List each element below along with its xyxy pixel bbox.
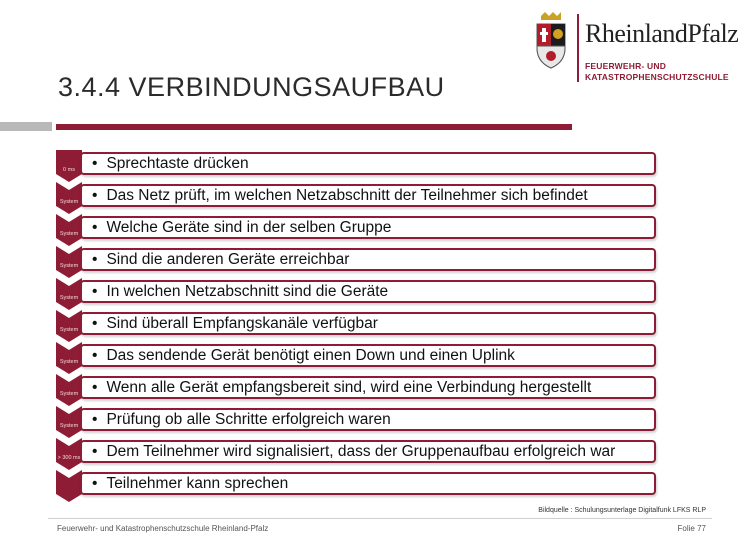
step-box <box>80 472 656 495</box>
step-chevron-marker <box>56 214 82 246</box>
bullet-icon: • <box>92 443 98 460</box>
step-text <box>92 411 391 429</box>
step-text <box>92 283 388 301</box>
bullet-icon: • <box>92 219 98 236</box>
step-list <box>56 150 660 502</box>
step-box <box>80 216 656 239</box>
step-label: In welchen Netzabschnitt sind die Geräte <box>106 283 389 300</box>
institution-logo <box>533 10 738 82</box>
step-timing-label: 0 ms <box>63 167 75 173</box>
step-label: Dem Teilnehmer wird signalisiert, dass der Gruppenaufbau erfolgreich war <box>106 443 616 460</box>
logo-subtitle-line2: KATASTROPHENSCHUTZSCHULE <box>585 72 729 82</box>
step-row <box>56 182 660 214</box>
step-label: Sind überall Empfangskanäle verfügbar <box>106 315 378 332</box>
footer-institution: Feuerwehr- und Katastrophenschutzschule Rheinland-Pfalz <box>57 524 269 533</box>
bullet-icon: • <box>92 155 98 172</box>
step-row <box>56 310 660 342</box>
step-timing-label: System <box>59 359 79 365</box>
bullet-icon: • <box>92 283 98 300</box>
bullet-icon: • <box>92 347 98 364</box>
step-row <box>56 374 660 406</box>
step-timing-label: System <box>59 423 79 429</box>
step-text <box>92 443 615 461</box>
step-row <box>56 438 660 470</box>
step-timing-label: System <box>59 263 79 269</box>
step-row <box>56 150 660 182</box>
slide-title: 3.4.4 VERBINDUNGSAUFBAU <box>58 72 445 102</box>
step-label: Sprechtaste drücken <box>106 155 249 172</box>
logo-wordmark: RheinlandPfalz <box>585 19 738 48</box>
step-label: Sind die anderen Geräte erreichbar <box>106 251 350 268</box>
step-label: Teilnehmer kann sprechen <box>106 475 289 492</box>
logo-subtitle-line1: FEUERWEHR- UND <box>585 61 667 71</box>
title-underline <box>56 124 572 130</box>
step-text <box>92 155 249 173</box>
step-chevron-marker <box>56 470 82 502</box>
step-row <box>56 470 660 502</box>
step-chevron-marker <box>56 342 82 374</box>
step-box <box>80 440 656 463</box>
step-box <box>80 344 656 367</box>
step-text <box>92 187 588 205</box>
step-text <box>92 315 378 333</box>
step-timing-label: System <box>59 295 79 301</box>
step-row <box>56 342 660 374</box>
step-chevron-marker <box>56 182 82 214</box>
step-text <box>92 475 288 493</box>
step-label: Das sendende Gerät benötigt einen Down und einen Uplink <box>106 347 515 364</box>
step-row <box>56 406 660 438</box>
step-box <box>80 376 656 399</box>
step-text <box>92 347 515 365</box>
step-chevron-marker <box>56 278 82 310</box>
slide-number: Folie 77 <box>677 524 706 533</box>
step-text <box>92 379 591 397</box>
step-chevron-marker <box>56 150 82 182</box>
step-chevron-marker <box>56 374 82 406</box>
step-timing-label: System <box>59 199 79 205</box>
step-row <box>56 246 660 278</box>
step-box <box>80 408 656 431</box>
step-timing-label: System <box>59 231 79 237</box>
step-timing-label: System <box>59 327 79 333</box>
image-source-caption: Bildquelle : Schulungsunterlage Digitalfunk LFKS RLP <box>538 507 706 514</box>
step-box <box>80 152 656 175</box>
step-label: Prüfung ob alle Schritte erfolgreich waren <box>106 411 391 428</box>
step-label: Welche Geräte sind in der selben Gruppe <box>106 219 392 236</box>
logo-divider <box>577 14 579 82</box>
bullet-icon: • <box>92 315 98 332</box>
step-row <box>56 214 660 246</box>
step-box <box>80 312 656 335</box>
step-label: Wenn alle Gerät empfangsbereit sind, wird eine Verbindung hergestellt <box>106 379 592 396</box>
step-box <box>80 280 656 303</box>
gray-accent-bar <box>0 122 52 131</box>
step-box <box>80 184 656 207</box>
bullet-icon: • <box>92 379 98 396</box>
step-label: Das Netz prüft, im welchen Netzabschnitt der Teilnehmer sich befindet <box>106 187 588 204</box>
bullet-icon: • <box>92 187 98 204</box>
footer-divider <box>48 518 712 519</box>
step-timing-label: System <box>59 391 79 397</box>
step-text <box>92 219 391 237</box>
step-chevron-marker <box>56 246 82 278</box>
bullet-icon: • <box>92 251 98 268</box>
step-timing-label: > 300 ms <box>57 455 81 461</box>
coat-of-arms-icon <box>533 12 569 70</box>
step-box <box>80 248 656 271</box>
step-chevron-marker <box>56 406 82 438</box>
step-row <box>56 278 660 310</box>
bullet-icon: • <box>92 411 98 428</box>
step-text <box>92 251 349 269</box>
step-chevron-marker <box>56 310 82 342</box>
bullet-icon: • <box>92 475 98 492</box>
step-chevron-marker <box>56 438 82 470</box>
